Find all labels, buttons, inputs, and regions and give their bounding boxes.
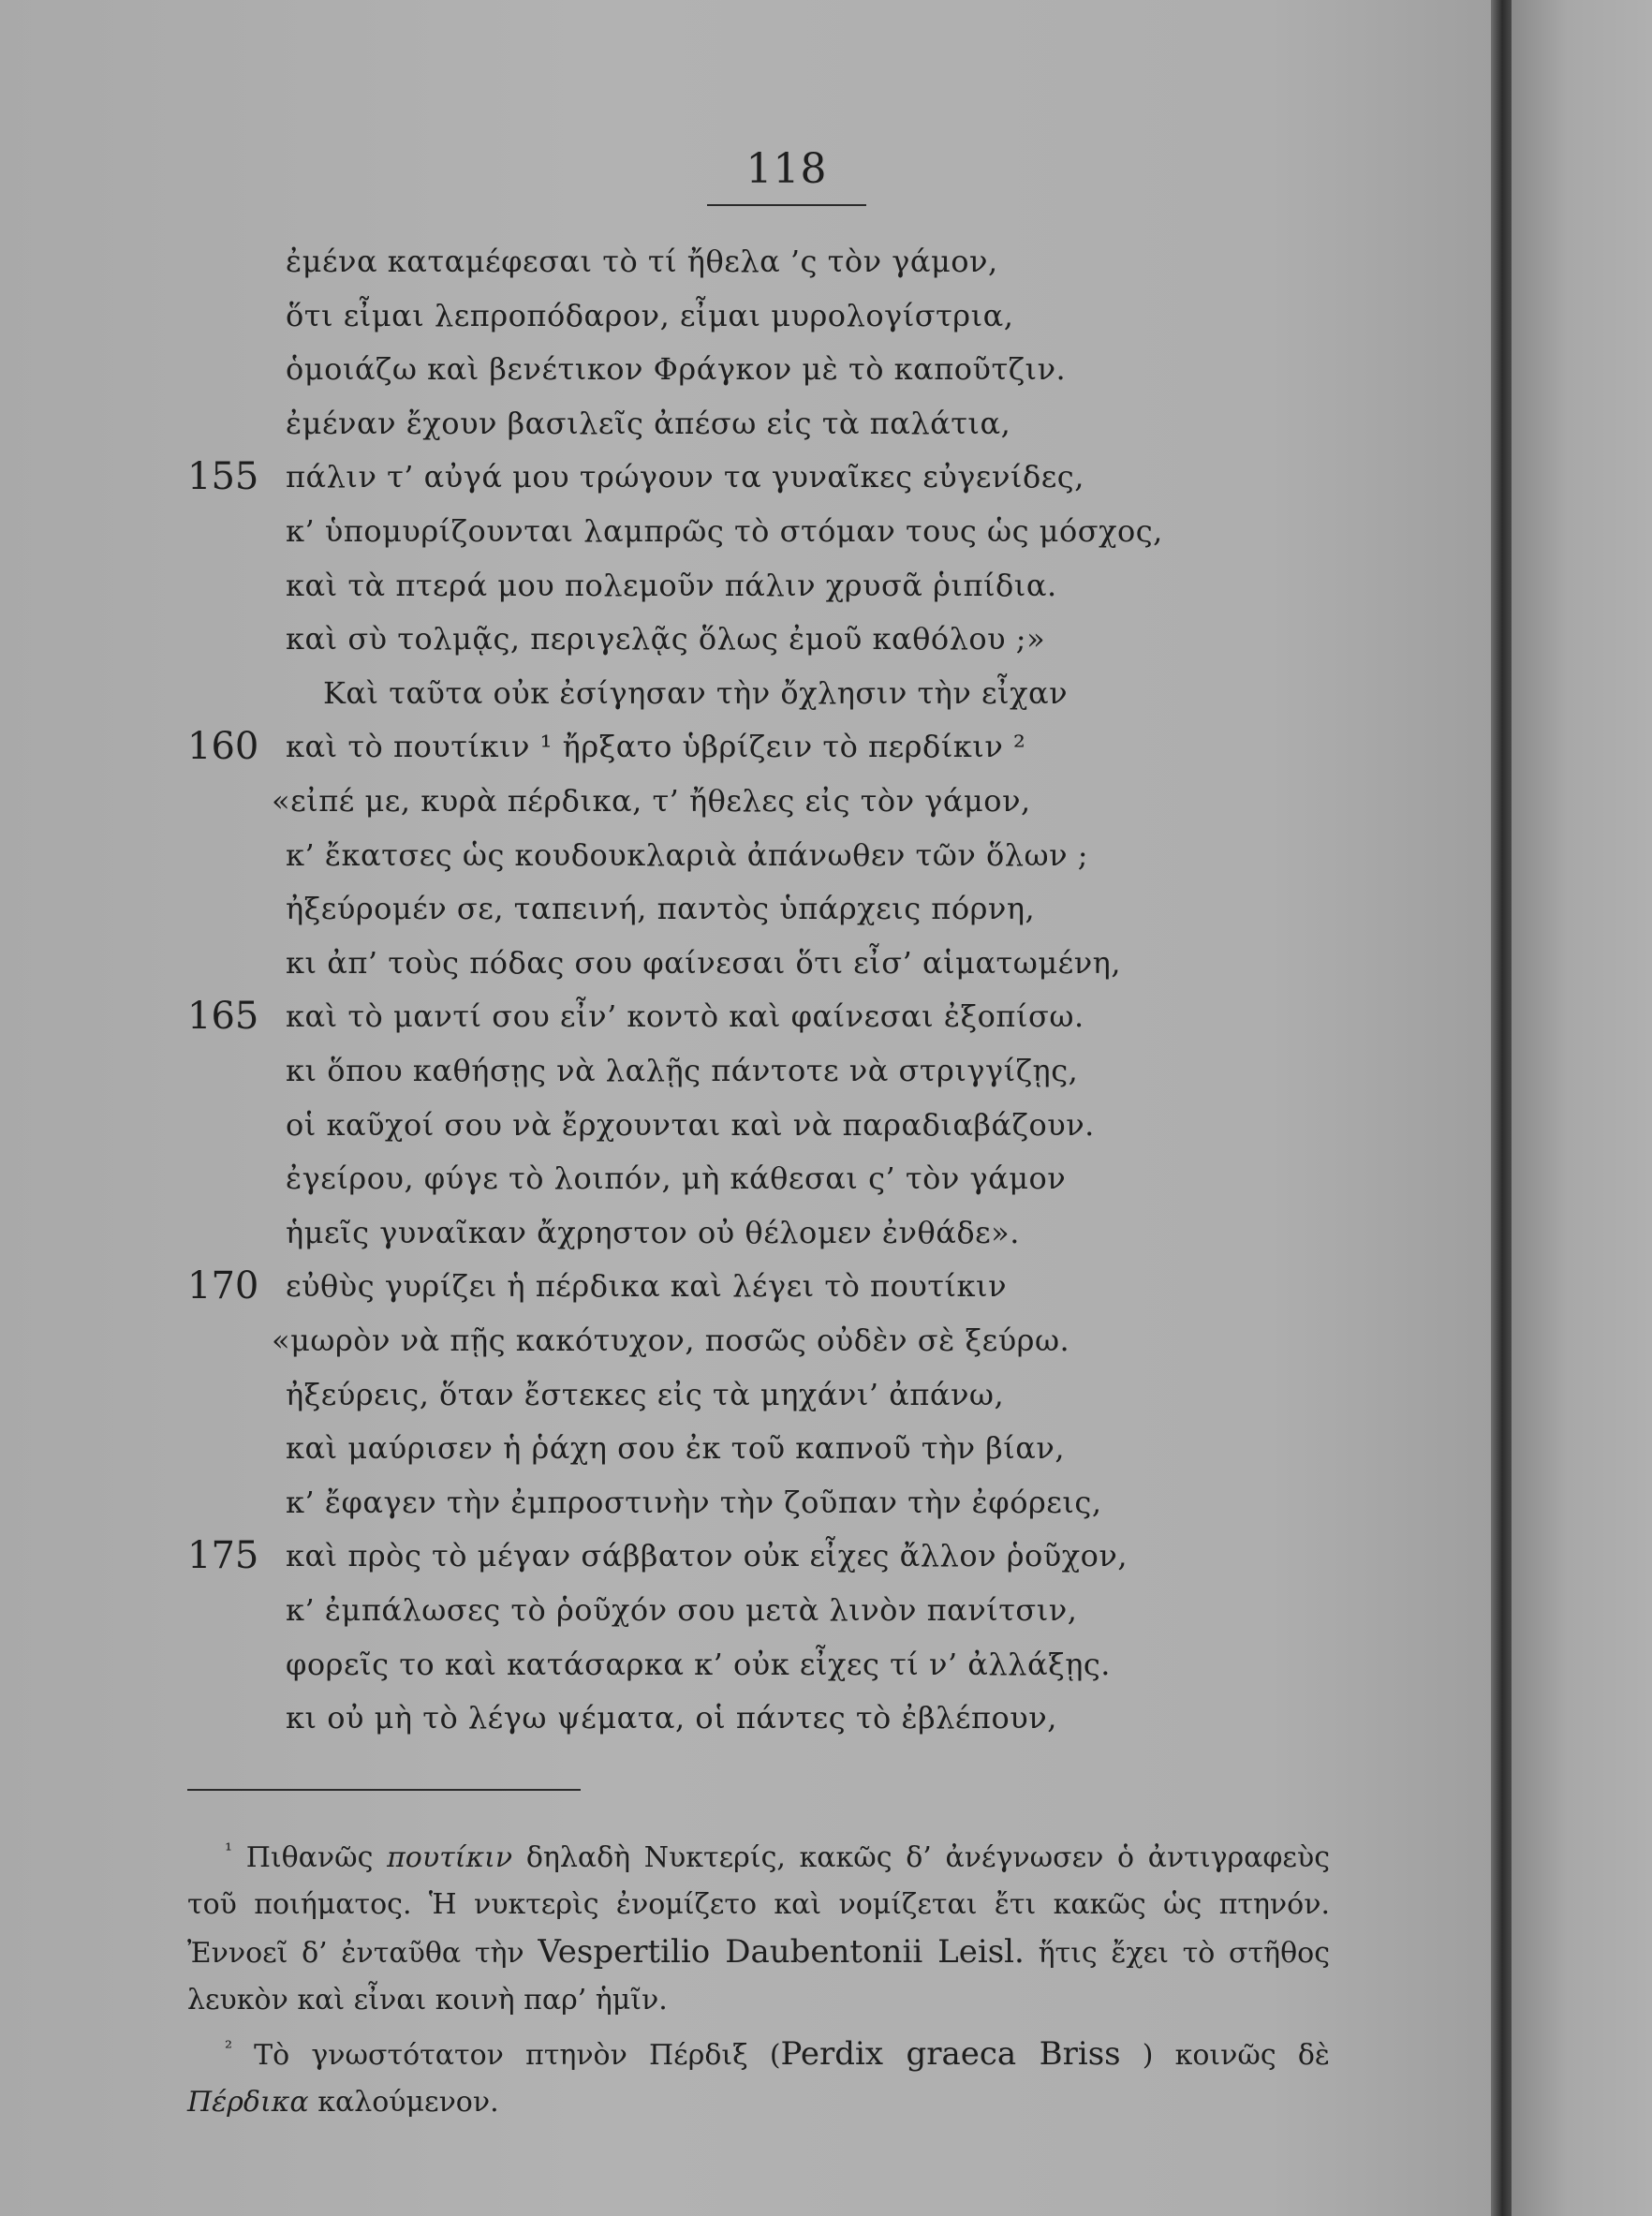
footnotes	[187, 1826, 1330, 2126]
line-text: πάλιν τ’ αὐγά μου τρώγουν τα γυναῖκες εὐγενίδες,	[286, 459, 1084, 495]
line-text: κ’ ἔφαγεν τὴν ἐμπροστινὴν τὴν ζοῦπαν τὴν ἐφόρεις,	[286, 1485, 1102, 1520]
footnote-rule	[187, 1789, 581, 1791]
verse-line	[0, 1639, 1461, 1695]
footnote-text: Πιθανῶς	[245, 1841, 374, 1874]
line-text: ὅτι εἶμαι λεπροπόδαρον, εἶμαι μυρολογίστρια,	[286, 298, 1014, 333]
footnote-marker: ²	[225, 2036, 233, 2059]
line-text: καὶ τὸ μαντί σου εἶν’ κοντὸ καὶ φαίνεσαι ἐξοπίσω.	[286, 998, 1084, 1034]
verse-line	[0, 1045, 1461, 1101]
footnote-latin-name: Vespertilio Daubentonii Leisl.	[538, 1933, 1025, 1971]
verse-line	[0, 1261, 1461, 1317]
line-text: ἠξεύρεις, ὅταν ἔστεκες εἰς τὰ μηχάνι’ ἀπάνω,	[286, 1377, 1005, 1412]
line-number: 165	[187, 995, 259, 1038]
verse-line	[0, 451, 1461, 508]
verse-line	[0, 938, 1461, 994]
verse-line	[0, 721, 1461, 777]
line-text: «εἰπέ με, κυρὰ πέρδικα, τ’ ἤθελες εἰς τὸν γάμον,	[272, 783, 1031, 819]
verse-line	[0, 1692, 1461, 1749]
line-number: 155	[187, 455, 259, 498]
page-number-rule	[707, 204, 866, 206]
verse-line	[0, 398, 1461, 454]
line-number: 170	[187, 1264, 259, 1307]
verse-line	[0, 1100, 1461, 1156]
line-text: κι ὅπου καθήσῃς νὰ λαλῇς πάντοτε νὰ στριγγίζῃς,	[286, 1053, 1079, 1088]
book-spine	[1491, 0, 1512, 2216]
verse-line	[0, 1585, 1461, 1641]
line-text: κ’ ὑπομυρίζουνται λαμπρῶς τὸ στόμαν τους ὡς μόσχος,	[286, 513, 1163, 549]
footnote-term: Πέρδικα	[187, 2086, 309, 2119]
verse-line	[0, 1369, 1461, 1426]
line-number: 175	[187, 1534, 259, 1577]
line-text: καὶ τὸ πουτίκιν ¹ ἤρξατο ὑβρίζειν τὸ περδίκιν ²	[286, 729, 1026, 764]
footnote-text: ) κοινῶς δὲ	[1142, 2039, 1330, 2072]
line-text: κι ἀπ’ τοὺς πόδας σου φαίνεσαι ὅτι εἶσ’ αἱματωμένη,	[286, 945, 1122, 981]
footnote-text: Τὸ γνωστότατον πτηνὸν Πέρδιξ (	[254, 2039, 781, 2072]
line-text: «μωρὸν νὰ πῇς κακότυχον, ποσῶς οὐδὲν σὲ ξεύρω.	[272, 1322, 1070, 1358]
footnote-2	[187, 2024, 1330, 2126]
footnote-term: πουτίκιν	[387, 1841, 513, 1874]
verse-line	[0, 830, 1461, 886]
footnote-marker: ¹	[225, 1839, 233, 1861]
verse-line	[0, 560, 1461, 616]
footnote-1	[187, 1826, 1330, 2024]
line-text: ὁμοιάζω καὶ βενέτικον Φράγκον μὲ τὸ καποῦτζιν.	[286, 351, 1067, 387]
verse-line	[0, 1423, 1461, 1479]
verse-line	[0, 668, 1461, 724]
line-text: Καὶ ταῦτα οὐκ ἐσίγησαν τὴν ὄχλησιν τὴν εἶχαν	[323, 675, 1069, 711]
facing-page-edge	[1512, 0, 1652, 2216]
line-text: καὶ πρὸς τὸ μέγαν σάββατον οὐκ εἶχες ἄλλον ῥοῦχον,	[286, 1538, 1128, 1573]
footnote-text: καλούμενον.	[317, 2086, 499, 2119]
line-text: καὶ μαύρισεν ἡ ῥάχη σου ἐκ τοῦ καπνοῦ τὴν βίαν,	[286, 1430, 1066, 1466]
line-text: κ’ ἔκατσες ὡς κουδουκλαριὰ ἀπάνωθεν τῶν ὅλων ;	[286, 837, 1088, 873]
line-text: ἠξεύρομέν σε, ταπεινή, παντὸς ὑπάρχεις πόρνη,	[286, 891, 1036, 926]
verse-line	[0, 1315, 1461, 1371]
verse-line	[0, 290, 1461, 347]
line-text: εὐθὺς γυρίζει ἡ πέρδικα καὶ λέγει τὸ πουτίκιν	[286, 1268, 1008, 1304]
verse-line	[0, 613, 1461, 670]
verse-line	[0, 236, 1461, 292]
line-text: κι οὐ μὴ τὸ λέγω ψέματα, οἱ πάντες τὸ ἐβλέπουν,	[286, 1700, 1057, 1736]
verse-line	[0, 883, 1461, 939]
verse-line	[0, 1530, 1461, 1587]
verse-line	[0, 1153, 1461, 1209]
line-text: φορεῖς το καὶ κατάσαρκα κ’ οὐκ εἶχες τί ν’ ἀλλάξῃς.	[286, 1647, 1111, 1682]
verse-line	[0, 776, 1461, 832]
footnote-text: ἥτις ἔχει τὸ στῆθος λευκὸν καὶ εἶναι κοινὴ παρ’ ἡμῖν.	[187, 1937, 1330, 2017]
verse-line	[0, 1207, 1461, 1263]
verse-line	[0, 506, 1461, 562]
verse-line	[0, 344, 1461, 400]
line-text: οἱ καῦχοί σου νὰ ἔρχουνται καὶ νὰ παραδιαβάζουν.	[286, 1107, 1095, 1143]
line-text: ἐμένα καταμέφεσαι τὸ τί ἤθελα ’ς τὸν γάμον,	[286, 244, 998, 279]
page-number: 118	[745, 145, 828, 193]
verse-line	[0, 991, 1461, 1047]
footnote-text: δηλαδὴ Νυκτερίς, κακῶς δ’ ἀνέγνωσεν ὁ ἀντιγραφεὺς τοῦ ποιήματος. Ἡ νυκτερὶς ἐνομίζετο καὶ νομίζεται ἔτι κακῶς ὡς πτηνόν. Ἐννοεῖ δ’ ἐνταῦθα τὴν	[187, 1841, 1330, 1970]
line-text: ἐμέναν ἔχουν βασιλεῖς ἀπέσω εἰς τὰ παλάτια,	[286, 406, 1011, 441]
line-number: 160	[187, 725, 259, 768]
line-text: ἐγείρου, φύγε τὸ λοιπόν, μὴ κάθεσαι ς’ τὸν γάμον	[286, 1160, 1067, 1196]
line-text: καὶ τὰ πτερά μου πολεμοῦν πάλιν χρυσᾶ ῥιπίδια.	[286, 568, 1057, 603]
line-text: καὶ σὺ τολμᾷς, περιγελᾷς ὅλως ἐμοῦ καθόλου ;»	[286, 621, 1046, 657]
footnote-latin-name: Perdix graeca Briss	[780, 2035, 1121, 2073]
line-text: ἡμεῖς γυναῖκαν ἄχρηστον οὐ θέλομεν ἐνθάδε».	[286, 1215, 1020, 1250]
line-text: κ’ ἐμπάλωσες τὸ ῥοῦχόν σου μετὰ λινὸν πανίτσιν,	[286, 1592, 1078, 1628]
verse-line	[0, 1477, 1461, 1533]
